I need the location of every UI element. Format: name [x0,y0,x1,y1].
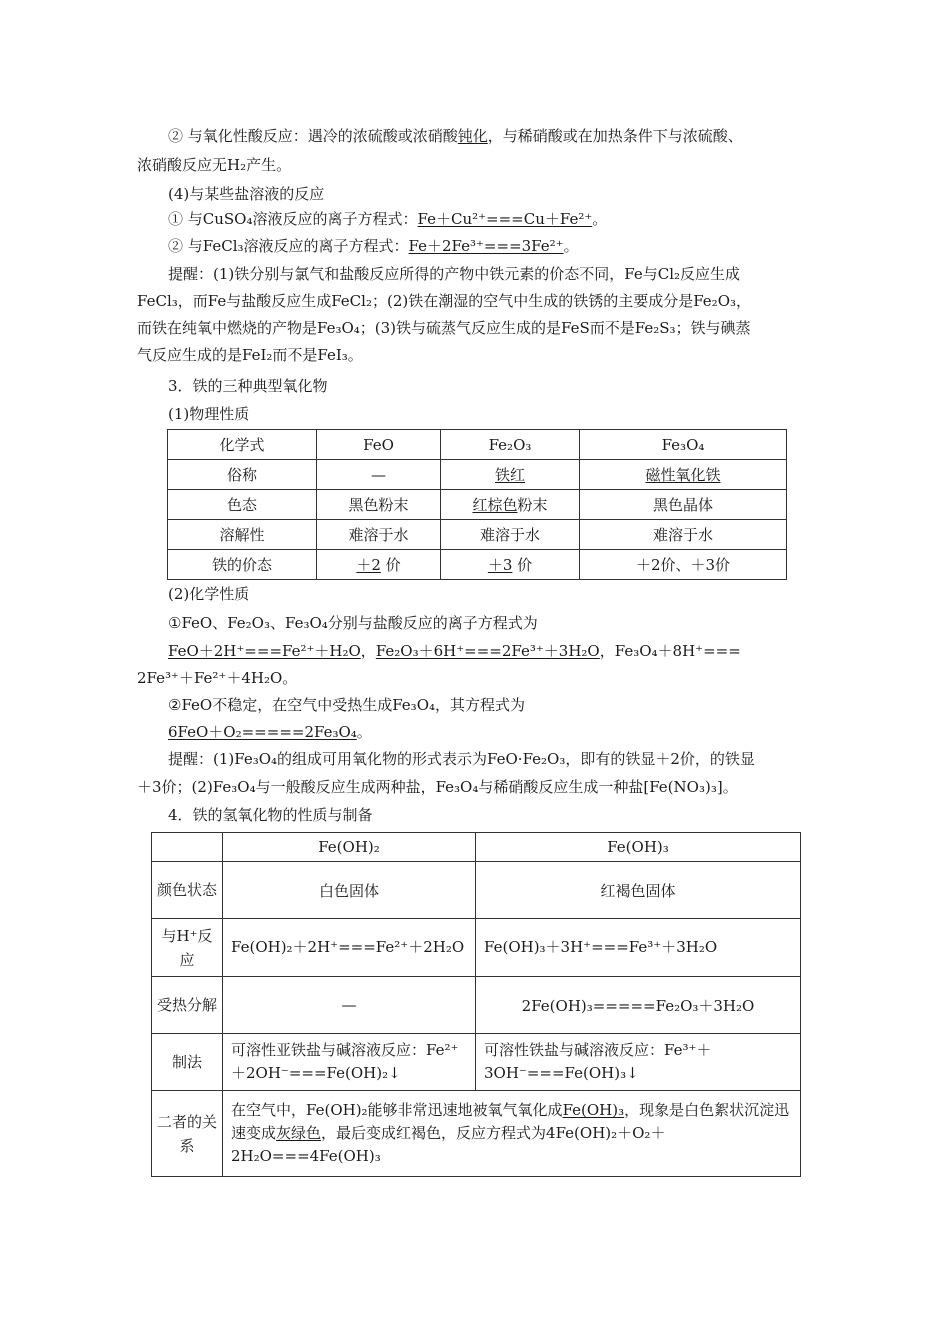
tip-line: FeCl₃，而Fe与盐酸反应生成FeCl₂；(2)铁在潮湿的空气中生成的铁锈的主要成分是Fe₂O₃， [137,292,752,310]
table-cell: 俗称 [168,460,317,490]
table-cell: FeO [317,430,441,460]
row-label: 二者的关系 [152,1091,223,1177]
table-cell: 色态 [168,490,317,520]
table-cell: 2Fe(OH)₃=====Fe₂O₃＋3H₂O [476,977,801,1034]
tip-line: ＋3价；(2)Fe₃O₄与一般酸反应生成两种盐，Fe₃O₄与稀硝酸反应生成一种盐[Fe(NO₃)₃]。 [137,778,738,796]
table-cell: Fe(OH)₃ [476,833,801,862]
tip-line: 提醒：(1)Fe₃O₄的组成可用氧化物的形式表示为FeO·Fe₂O₃，即有的铁显＋2价，的铁显 [168,750,755,768]
table-cell: 可溶性亚铁盐与碱溶液反应：Fe²⁺＋2OH⁻===Fe(OH)₂↓ [223,1034,476,1091]
equation-line: 6FeO＋O₂=====2Fe₃O₄。 [168,723,372,741]
table-cell [152,833,223,862]
table-cell: Fe₂O₃ [441,430,580,460]
table-cell: ＋2价、＋3价 [580,550,787,580]
table-cell: 铁红 [441,460,580,490]
table-cell: 在空气中，Fe(OH)₂能够非常迅速地被氧气氧化成Fe(OH)₃，现象是白色絮状沉淀迅速变成灰绿色，最后变成红褐色，反应方程式为4Fe(OH)₂＋O₂＋2H₂O===4Fe(OH)₃ [223,1091,801,1177]
list-item: ① 与CuSO₄溶液反应的离子方程式：Fe＋Cu²⁺===Cu＋Fe²⁺。 [168,210,608,228]
table-cell: Fe₃O₄ [580,430,787,460]
row-label: 制法 [152,1034,223,1091]
table-cell: 白色固体 [223,862,476,919]
table-cell: Fe(OH)₂＋2H⁺===Fe²⁺＋2H₂O [223,919,476,977]
table-cell: 可溶性铁盐与碱溶液反应：Fe³⁺＋3OH⁻===Fe(OH)₃↓ [476,1034,801,1091]
underlined-answer: Fe＋2Fe³⁺===3Fe²⁺ [408,237,564,255]
table-row [168,490,787,520]
table-cell: — [223,977,476,1034]
body-line: ①FeO、Fe₂O₃、Fe₃O₄分别与盐酸反应的离子方程式为 [168,614,538,632]
hydroxide-table [151,832,801,1177]
equation-line: FeO＋2H⁺===Fe²⁺＋H₂O，Fe₂O₃＋6H⁺===2Fe³⁺＋3H₂O，Fe₃O₄＋8H⁺=== [168,642,741,660]
underlined-answer: FeO＋2H⁺===Fe²⁺＋H₂O [168,642,361,660]
table-row [168,520,787,550]
table-cell: Fe(OH)₃＋3H⁺===Fe³⁺＋3H₂O [476,919,801,977]
subsection-heading: (1)物理性质 [168,405,250,423]
table-row [152,919,801,977]
para1-line2: 浓硝酸反应无H₂产生。 [137,156,292,174]
para1-line1: ② 与氧化性酸反应：遇冷的浓硫酸或浓硝酸钝化，与稀硝酸或在加热条件下与浓硫酸、 [168,127,743,145]
table-cell: 黑色晶体 [580,490,787,520]
equation-line: 2Fe³⁺＋Fe²⁺＋4H₂O。 [137,669,298,687]
table-cell: Fe(OH)₂ [223,833,476,862]
list-item: ② 与FeCl₃溶液反应的离子方程式：Fe＋2Fe³⁺===3Fe²⁺。 [168,237,579,255]
tip-line: 提醒：(1)铁分别与氯气和盐酸反应所得的产物中铁元素的价态不同，Fe与Cl₂反应生成 [168,265,741,283]
table-cell: 难溶于水 [580,520,787,550]
table-row [152,1034,801,1091]
section-heading: 4．铁的氢氧化物的性质与制备 [168,806,373,824]
underlined-answer: 6FeO＋O₂=====2Fe₃O₄ [168,723,357,741]
table-cell: ＋2 价 [317,550,441,580]
row-label: 颜色状态 [152,862,223,919]
table-row [168,460,787,490]
section-heading: (4)与某些盐溶液的反应 [168,185,325,203]
table-cell: 难溶于水 [441,520,580,550]
table-cell: 溶解性 [168,520,317,550]
row-label: 与H⁺反应 [152,919,223,977]
underlined-answer: Fe(OH)₃ [562,1101,625,1119]
table-row [152,833,801,862]
underlined-answer: Fe₂O₃＋6H⁺===2Fe³⁺＋3H₂O [375,642,600,660]
subsection-heading: (2)化学性质 [168,585,250,603]
table-cell: 铁的价态 [168,550,317,580]
table-row [152,862,801,919]
table-cell: 磁性氧化铁 [580,460,787,490]
underlined-answer: Fe＋Cu²⁺===Cu＋Fe²⁺ [417,210,593,228]
table-cell: 黑色粉末 [317,490,441,520]
section-heading: 3．铁的三种典型氧化物 [168,377,328,395]
tip-line: 而铁在纯氧中燃烧的产物是Fe₃O₄；(3)铁与硫蒸气反应生成的是FeS而不是Fe₂S₃；铁与碘蒸 [137,319,751,337]
table-cell: 化学式 [168,430,317,460]
table-cell: 红褐色固体 [476,862,801,919]
underlined-answer: 灰绿色 [276,1124,322,1142]
table-row [152,977,801,1034]
table-cell: — [317,460,441,490]
table-cell: ＋3 价 [441,550,580,580]
table-row [152,1091,801,1177]
tip-line: 气反应生成的是FeI₂而不是FeI₃。 [137,346,363,364]
underlined-answer: 钝化 [457,127,488,145]
table-cell: 红棕色粉末 [441,490,580,520]
table-row [168,550,787,580]
table-cell: 难溶于水 [317,520,441,550]
body-line: ②FeO不稳定，在空气中受热生成Fe₃O₄，其方程式为 [168,696,525,714]
row-label: 受热分解 [152,977,223,1034]
oxide-properties-table [167,429,787,580]
table-row [168,430,787,460]
